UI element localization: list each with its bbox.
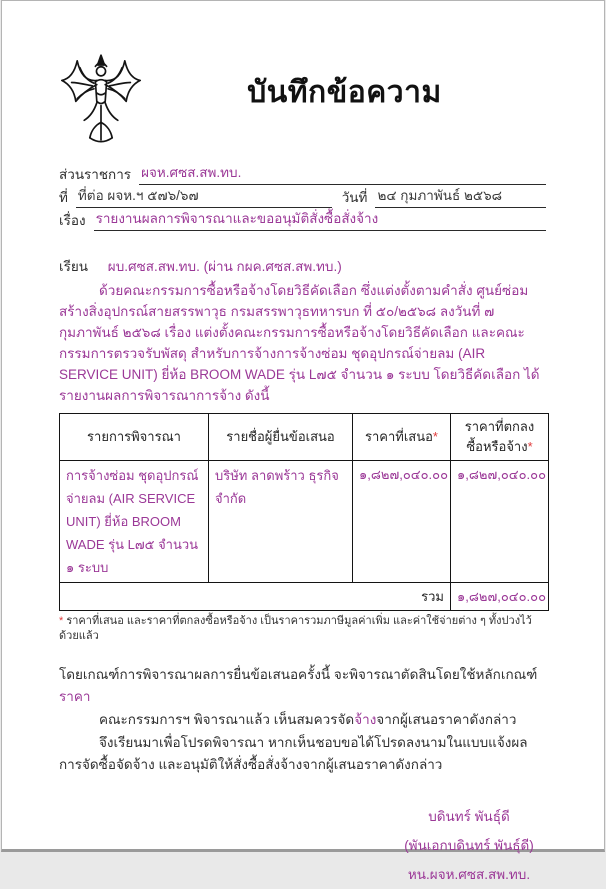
table-row <box>60 461 549 583</box>
department-underline <box>139 163 546 185</box>
department-value: ผจห.ศซส.สพ.ทบ. <box>141 165 242 180</box>
closing-paragraphs <box>59 664 546 776</box>
price-footnote <box>59 614 546 644</box>
page-title: บันทึกข้อความ <box>247 76 442 109</box>
col-header-item: รายการพิจารณา <box>60 414 209 461</box>
col-header-agreed-price: ราคาที่ตกลงซื้อหรือจ้าง* <box>451 414 549 461</box>
garuda-emblem-icon <box>59 51 143 149</box>
total-value: ๑,๘๒๗,๐๔๐.๐๐ <box>451 583 549 611</box>
footnote-text: ราคาที่เสนอ และราคาที่ตกลงซื้อหรือจ้าง เป็นราคารวมภาษีมูลค่าเพิ่ม และค่าใช้จ่ายต่าง ๆ ทั้งปวงไว้ด้วยแล้ว <box>59 615 532 642</box>
department-label: ส่วนราชการ <box>59 167 132 182</box>
committee-highlight: จ้าง <box>354 712 377 727</box>
criteria-line: โดยเกณฑ์การพิจารณาผลการยื่นข้อเสนอครั้งนี้ จะพิจารณาตัดสินโดยใช้หลักเกณฑ์ราคา <box>59 667 538 704</box>
memo-page <box>1 0 605 882</box>
subject-value: รายงานผลการพิจารณาและขออนุมัติสั่งซื้อสั่งจ้าง <box>95 211 379 226</box>
signature-position: หน.ผจห.ศซส.สพ.ทบ. <box>407 867 531 882</box>
field-number-date <box>59 186 546 208</box>
signature-full-name: (พันเอกบดินทร์ พันธุ์ดี) <box>404 838 534 853</box>
evaluation-table <box>59 413 549 611</box>
agreed-price-asterisk: * <box>527 439 533 454</box>
col-header-offered-price: ราคาที่เสนอ* <box>353 414 451 461</box>
title-area <box>143 51 546 116</box>
date-value: ๒๔ กุมภาพันธ์ ๒๕๖๘ <box>377 188 503 203</box>
table-header-row <box>60 414 549 461</box>
recipient-value: ผบ.ศซส.สพ.ทบ. (ผ่าน กผค.ศซส.สพ.ทบ.) <box>107 259 342 274</box>
footnote-asterisk: * <box>59 615 64 627</box>
body-paragraph-1-text: ด้วยคณะกรรมการซื้อหรือจ้างโดยวิธีคัดเลือก ซึ่งแต่งตั้งตามคำสั่ง ศูนย์ซ่อมสร้างสิ่งอุปกรณ์สายสรรพาวุธ กรมสรรพาวุธทหารบก ที่ ๕๐/๒๕๖๘ ลงวันที่ ๗ กุมภาพันธ์ ๒๕๖๘ เรื่อง แต่งตั้งคณะกรรมการซื้อหรือจ้างโดยวิธีคัดเลือก และคณะกรรมการตรวจรับพัสดุ สำหรับการจ้างการจ้างซ่อม ชุดอุปกรณ์จ่ายลม (AIR SERVICE UNIT) ยี่ห้อ BROOM WADE รุ่น L๗๕ จำนวน ๑ ระบบ โดยวิธีคัดเลือก ได้รายงานผลการพิจารณาการจ้าง ดังนี้ <box>59 283 540 403</box>
body-paragraph-1 <box>59 280 546 406</box>
field-department <box>59 163 546 185</box>
header-fields <box>59 163 546 231</box>
memo-header <box>59 51 546 149</box>
number-underline <box>76 186 332 208</box>
table-total-row <box>60 583 549 611</box>
cell-offered-price: ๑,๘๒๗,๐๔๐.๐๐ <box>353 461 451 583</box>
field-date <box>342 186 546 208</box>
committee-line: คณะกรรมการฯ พิจารณาแล้ว เห็นสมควรจัดจ้างจากผู้เสนอราคาดังกล่าว <box>99 712 517 727</box>
signature-name: บดินทร์ พันธุ์ดี <box>428 809 510 824</box>
closing-line: จึงเรียนมาเพื่อโปรดพิจารณา หากเห็นชอบขอได้โปรดลงนามในแบบแจ้งผลการจัดซื้อจัดจ้าง และอนุมัติให้สั่งซื้อสั่งจ้างจากผู้เสนอราคาดังกล่าว <box>59 735 528 772</box>
cell-item: การจ้างซ่อม ชุดอุปกรณ์จ่ายลม (AIR SERVICE UNIT) ยี่ห้อ BROOM WADE รุ่น L๗๕ จำนวน ๑ ระบบ <box>60 461 209 583</box>
offered-price-asterisk: * <box>432 429 438 444</box>
date-underline <box>375 186 546 208</box>
number-label: ที่ <box>59 190 68 205</box>
cell-bidder: บริษัท ลาดพร้าว ธุรกิจ จำกัด <box>209 461 353 583</box>
signature-block <box>354 802 584 889</box>
criteria-highlight: ราคา <box>59 689 91 704</box>
total-label: รวม <box>60 583 451 611</box>
recipient-label: เรียน <box>59 259 89 274</box>
number-value: ที่ต่อ ผจห.ฯ ๕๗๖/๖๗ <box>77 188 199 203</box>
subject-label: เรื่อง <box>59 213 86 228</box>
recipient-line <box>59 257 546 277</box>
col-header-bidder: รายชื่อผู้ยื่นข้อเสนอ <box>209 414 353 461</box>
field-subject <box>59 209 546 231</box>
field-number <box>59 186 332 208</box>
date-label: วันที่ <box>341 190 368 205</box>
cell-agreed-price: ๑,๘๒๗,๐๔๐.๐๐ <box>451 461 549 583</box>
subject-underline <box>94 209 546 231</box>
